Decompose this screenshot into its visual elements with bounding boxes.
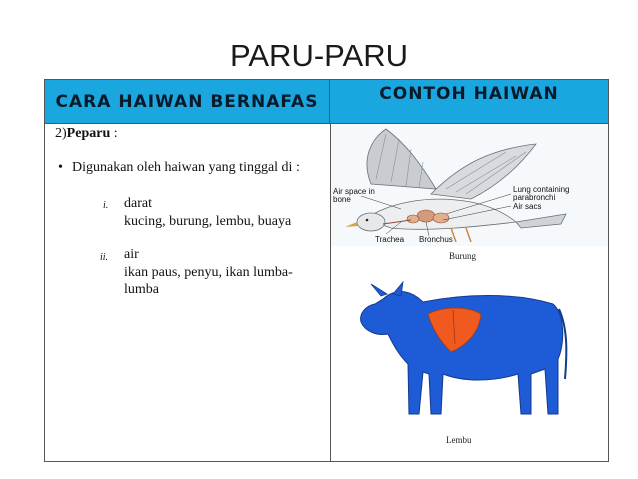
label-trachea: Trachea [375,235,405,244]
label-air-space: Air space in bone [333,187,375,204]
label-lung: Lung containing parabronchi [513,185,570,202]
caption-burung: Burung [449,251,476,261]
caption-lembu: Lembu [446,435,472,445]
bullet-text: Digunakan oleh haiwan yang tinggal di : [72,160,300,175]
bullet-dot-icon: • [58,160,63,175]
item-title-air: air [124,247,139,262]
section-heading [55,126,118,142]
roman-numeral-1: i. [103,200,109,211]
header-cara-haiwan-bernafas: CARA HAIWAN BERNAFAS [45,80,330,123]
slide-title: PARU-PARU [230,38,408,73]
header-contoh-haiwan: CONTOH HAIWAN [330,80,608,123]
section-title: Peparu [66,126,111,141]
item-body-darat: kucing, burung, lembu, buaya [124,214,292,229]
roman-numeral-2: ii. [100,252,109,263]
cow-illustration [353,274,583,424]
item-title-darat: darat [124,196,152,211]
item-body-air: ikan paus, penyu, ikan lumba-lumba [124,265,293,297]
bird-respiratory-diagram [331,124,608,246]
section-number: 2) [55,126,67,141]
label-bronchus: Bronchus [419,235,453,244]
label-air-sacs: Air sacs [513,202,542,211]
section-suffix: : [110,126,118,141]
example-animals-cell [331,124,608,461]
comparison-table [44,79,609,462]
